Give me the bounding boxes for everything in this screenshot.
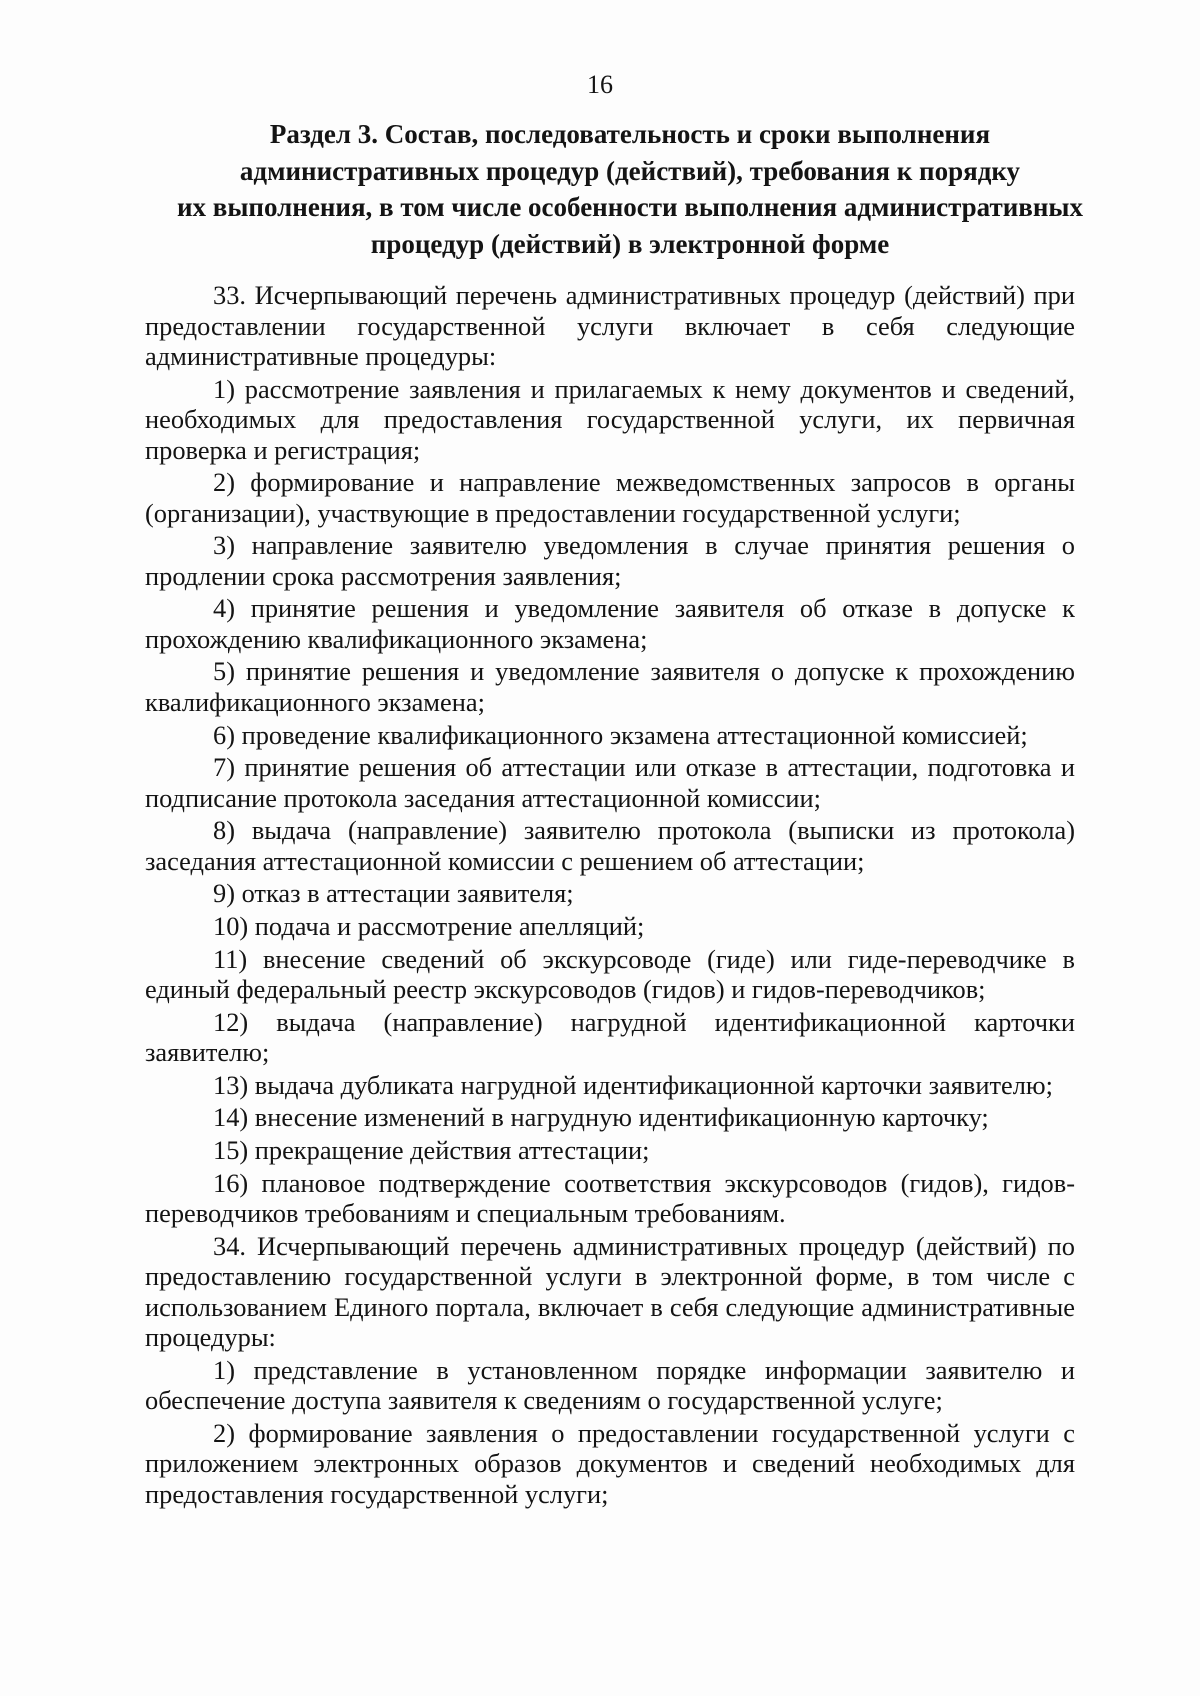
section-title-line: процедур (действий) в электронной форме: [370, 228, 890, 259]
list-item: 9) отказ в аттестации заявителя;: [213, 878, 574, 909]
list-item: 15) прекращение действия аттестации;: [213, 1134, 650, 1165]
section-title-line: Раздел 3. Состав, последовательность и сроки выполнения: [269, 119, 991, 149]
list-item: 4) принятие решения и уведомление заявителя об отказе в допуске к прохождению квалификационного экзамена;: [145, 593, 1075, 654]
list-item: 5) принятие решения и уведомление заявителя о допуске к прохождению квалификационного экзамена;: [145, 656, 1075, 717]
list-item: 12) выдача (направление) нагрудной идентификационной карточки заявителю;: [145, 1006, 1075, 1068]
section-title-line: административных процедур (действий), требования к порядку: [239, 155, 1021, 186]
list-item: 14) внесение изменений в нагрудную идентификационную карточку;: [213, 1102, 989, 1133]
paragraph-34: 34. Исчерпывающий перечень административных процедур (действий) по предоставлению государственной услуги в электронной форме, в том числе с использованием Единого портала, включает в себя следующие административные процедуры:: [145, 1230, 1075, 1353]
page-number: 16: [587, 70, 613, 99]
document-body: [145, 280, 1075, 1511]
list-item: 3) направление заявителю уведомления в случае принятия решения о продлении срока рассмотрения заявления;: [145, 530, 1075, 591]
list-item: 6) проведение квалификационного экзамена аттестационной комиссией;: [213, 719, 1028, 750]
list-item: 13) выдача дубликата нагрудной идентификационной карточки заявителю;: [213, 1069, 1053, 1100]
list-item: 7) принятие решения об аттестации или отказе в аттестации, подготовка и подписание протокола заседания аттестационной комиссии;: [145, 752, 1075, 813]
list-item: 2) формирование заявления о предоставлении государственной услуги с приложением электронных образов документов и сведений необходимых для предоставления государственной услуги;: [145, 1417, 1075, 1509]
paragraph-33: 33. Исчерпывающий перечень административных процедур (действий) при предоставлении государственной услуги включает в себя следующие административные процедуры:: [145, 280, 1075, 371]
list-item: 1) представление в установленном порядке информации заявителю и обеспечение доступа заявителя к сведениям о государственной услуге;: [145, 1354, 1075, 1416]
list-item: 2) формирование и направление межведомственных запросов в органы (организации), участвующие в предоставлении государственной услуги;: [145, 467, 1075, 528]
section-title: [150, 116, 1110, 262]
list-item: 10) подача и рассмотрение апелляций;: [213, 910, 645, 941]
list-item: 8) выдача (направление) заявителю протокола (выписки из протокола) заседания аттестационной комиссии с решением об аттестации;: [145, 815, 1075, 876]
list-item: 16) плановое подтверждение соответствия экскурсоводов (гидов), гидов-переводчиков требованиям и специальным требованиям.: [145, 1167, 1075, 1228]
section-title-line: их выполнения, в том числе особенности выполнения административных: [176, 192, 1084, 222]
list-item: 11) внесение сведений об экскурсоводе (гиде) или гиде-переводчике в единый федеральный реестр экскурсоводов (гидов) и гидов-переводчиков;: [145, 943, 1075, 1005]
list-item: 1) рассмотрение заявления и прилагаемых к нему документов и сведений, необходимых для предоставления государственной услуги, их первичная проверка и регистрация;: [145, 373, 1075, 465]
